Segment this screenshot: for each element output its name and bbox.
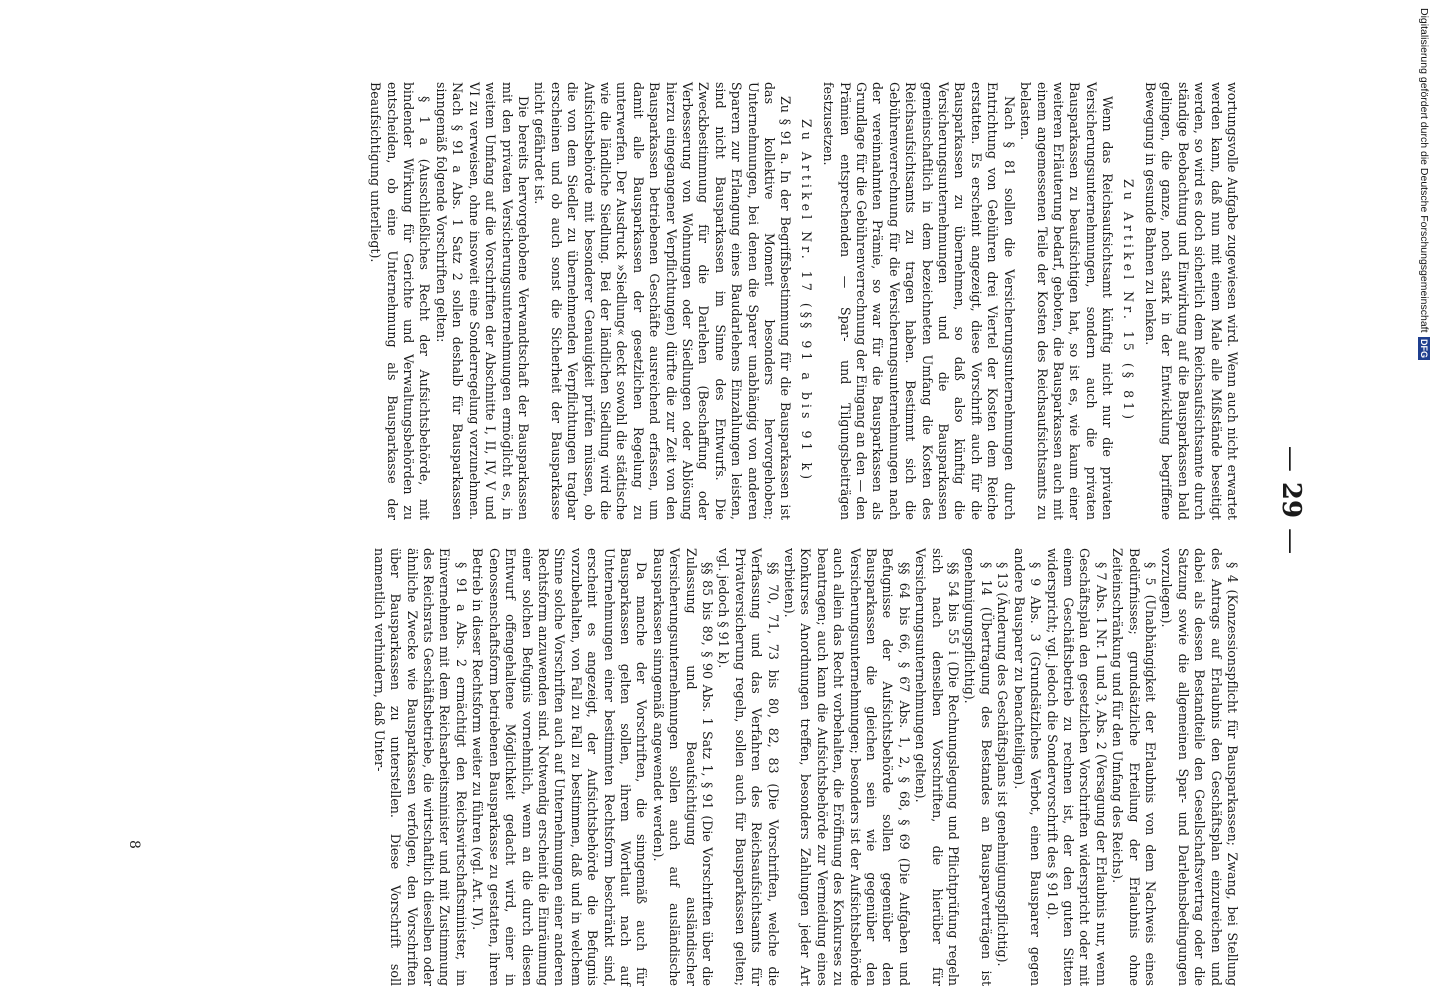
page-number: 29: [1276, 481, 1306, 519]
page-header: [1256, 0, 1326, 1000]
paragraph: § 5 (Unabhängigkeit der Erlaubnis von dem Nachweis eines Bedürfnisses; grundsätzliche Erteilung der Erlaubnis ohne Zeiteinschränkung und für den Umfang des Reichs).: [1110, 548, 1158, 986]
paragraph: § 4 (Konzessionspflicht für Bausparkassen; Zwang, bei Stellung des Antrags auf Erlaubnis den Geschäftsplan einzureichen und dabei als dessen Bestandteile den Gesellschaftsvertrag oder die Satzung sowie die allgemeinen Spar- und Darlehnsbedingungen vorzulegen).: [1159, 548, 1240, 986]
section-heading: Zu Artikel Nr. 17 (§§ 91 a bis 91 k): [798, 118, 814, 484]
paragraph: Da manche der Vorschriften, die sinngemäß auch für Bausparkassen gelten sollen, ihrem Wortlaut nach auf Unternehmungen einer bestimmten Rechtsform beschränkt sind, erscheint es angezeigt, der Aufsichtsbehörde die Befugnis vorzubehalten, von Fall zu Fall zu bestimmen, daß und in welchem Sinne solche Vorschriften auch auf Unternehmungen einer anderen Rechtsform anzuwenden sind. Notwendig erscheint die Einräumung einer solchen Befugnis vornehmlich, wenn an die durch diesen Entwurf offengehaltene Möglichkeit gedacht wird, einer in Genossenschaftsform betriebenen Bausparkasse zu gestatten, ihren Betrieb in dieser Rechtsform weiter zu führen (vgl. Art. IV).: [470, 548, 650, 986]
header-dash-left: —: [1276, 445, 1306, 472]
paragraph: Zu § 91 a. In der Begriffsbestimmung für die Bausparkassen ist das kollektive Moment besonders hervorgehoben; Unternehmungen, bei denen die Sparer unabhängig von anderen Sparern zur Erlangung eines Baudarlehens Einzahlungen leisten, sind nicht Bausparkassen im Sinne des Entwurfs. Die Zweckbestimmung für die Darlehen (Beschaffung oder Verbesserung von Wohnungen oder Siedlungen oder Ablösung hierzu eingegangener Verpflichtungen) dürfte die zur Zeit von den Bausparkassen betriebenen Geschäfte ausreichend erfassen, um damit alle Bausparkassen der gesetzlichen Regelung zu unterwerfen. Der Ausdruck »Siedlung« deckt sowohl die städtische wie die ländliche Siedlung. Bei der ländlichen Siedlung wird die Aufsichtsbehörde mit besonderer Genauigkeit prüfen müssen, ob die von dem Siedler zu übernehmenden Verpflichtungen tragbar erscheinen und ob auch sonst die Sicherheit der Bausparkasse nicht gefährdet ist.: [532, 82, 794, 520]
paragraph: Nach § 81 sollen die Versicherungsunternehmungen durch Entrichtung von Gebühren drei Viertel der Kosten dem Reiche erstatten. Es erscheint angezeigt, diese Vorschrift auch für die Bausparkassen zu übernehmen, so daß also künftig die Versicherungsunternehmungen und die Bausparkassen gemeinschaftlich in dem bezeichneten Umfang die Kosten des Reichsaufsichtsamts zu tragen haben. Bestimmt sich die Gebührenverrechnung für die Versicherungsunternehmungen nach der vereinnahmten Prämie, so war für die Bausparkassen als Grundlage für die Gebührenverrechnung der Eingang an den — den Prämien entsprechenden — Spar- und Tilgungsbeiträgen festzusetzen.: [821, 82, 1017, 520]
paragraph: § 9 Abs. 3 (Grundsätzliches Verbot, einen Bausparer gegen andere Bausparer zu benachteiligen).: [1011, 548, 1044, 986]
header-dash-right: —: [1276, 528, 1306, 555]
paragraph: § 14 (Übertragung des Bestandes an Bausparverträgen ist genehmigungspflichtig).: [962, 548, 994, 986]
paragraph: § 1 a (Ausschließliches Recht der Aufsichtsbehörde, mit bindender Wirkung für Gerichte und Verwaltungsbehörden zu entscheiden, ob eine Unternehmung als Bausparkasse der Beaufsichtigung unterliegt).: [368, 82, 433, 520]
left-column: [90, 82, 1240, 520]
paragraph: §§ 85 bis 89, § 90 Abs. 1 Satz 1, § 91 (Die Vorschriften über die Zulassung und Beaufsichtigung ausländischer Versicherungsunternehmungen sollen auch auf ausländische Bausparkassen sinngemäß angewendet werden).: [650, 548, 715, 986]
digitization-credit-text: Digitalisierung gefördert durch die Deutsche Forschungsgemeinschaft: [1418, 8, 1430, 333]
document-page: [58, 0, 1358, 1000]
paragraph: Die bereits hervorgehobene Verwandtschaft der Bausparkassen mit den privaten Versicherungsunternehmungen ermöglicht es, in weitem Umfang auf die Vorschriften der Abschnitte I, II, IV, V und VI zu verweisen, ohne insoweit eine Sonderregelung vorzunehmen. Nach § 91 a Abs. 1 Satz 2 sollen deshalb für Bausparkassen sinngemäß folgende Vorschriften gelten:: [433, 82, 531, 520]
paragraph: Wenn das Reichsaufsichtsamt künftig nicht nur die privaten Versicherungsunternehmungen, sondern auch die privaten Bausparkassen zu beaufsichtigen hat, so ist es, wie kaum einer weiteren Erläuterung bedarf, geboten, die Bausparkassen auch mit einem angemessenen Teile der Kosten des Reichsaufsichtsamts zu belasten.: [1018, 82, 1116, 520]
paragraph: §§ 54 bis 55 i (Die Rechnungslegung und Pflichtprüfung regeln sich nach denselben Vorschriften, die hierüber für Versicherungsunternehmungen gelten).: [913, 548, 962, 986]
right-column: [90, 548, 1240, 986]
digitization-credit: [1418, 8, 1430, 360]
dfg-logo: DFG: [1419, 338, 1429, 358]
paragraph: §§ 70, 71, 73 bis 80, 82, 83 (Die Vorschriften, welche die Verfassung und das Verfahren des Reichsaufsichtsamts für Privatversicherung regeln, sollen auch für Bausparkassen gelten; vgl. jedoch § 91 k).: [716, 548, 781, 986]
paragraph: wortungsvolle Aufgabe zugewiesen wird. Wenn auch nicht erwartet werden kann, daß nun mit einem Male alle Mißstände beseitigt werden, so wird es doch sicherlich dem Reichsaufsichtsamte durch ständige Beobachtung und Einwirkung auf die Bausparkassen bald gelingen, die ganze, noch stark in der Entwicklung begriffene Bewegung in gesunde Bahnen zu lenken.: [1142, 82, 1240, 520]
paragraph: § 7 Abs. 1 Nr. 1 und 3, Abs. 2 (Versagung der Erlaubnis nur, wenn Geschäftsplan den gesetzlichen Vorschriften widerspricht oder mit einem Geschäftsbetrieb zu rechnen ist, der den guten Sitten widerspricht; vgl. jedoch die Sondervorschrift des § 91 d).: [1044, 548, 1109, 986]
section-heading: Zu Artikel Nr. 15 (§ 81): [1120, 178, 1136, 424]
paragraph: § 91 a Abs. 2 ermächtigt den Reichswirtschaftsminister, im Einvernehmen mit dem Reichsarbeitsminister und mit Zustimmung des Reichsrats Geschäftsbetriebe, die wirtschaftlich dieselben oder ähnliche Zwecke wie Bausparkassen verfolgen, den Vorschriften über Bausparkassen zu unterstellen. Diese Vorschrift soll namentlich verhindern, daß Unter-: [371, 548, 469, 986]
signature-mark: 8: [126, 840, 142, 849]
paragraph: §§ 64 bis 66, § 67 Abs. 1, 2, § 68, § 69 (Die Aufgaben und Befugnisse der Aufsichtsbehörde sollen gegenüber den Bausparkassen die gleichen sein wie gegenüber den Versicherungsunternehmungen; besonders ist der Aufsichtsbehörde auch allein das Recht vorbehalten, die Eröffnung des Konkurses zu beantragen; auch kann die Aufsichtsbehörde zur Vermeidung eines Konkurses Anordnungen treffen, besonders Zahlungen jeder Art verbieten).: [782, 548, 912, 986]
paragraph: § 13 (Änderung des Geschäftsplans ist genehmigungspflichtig).: [995, 562, 1011, 967]
